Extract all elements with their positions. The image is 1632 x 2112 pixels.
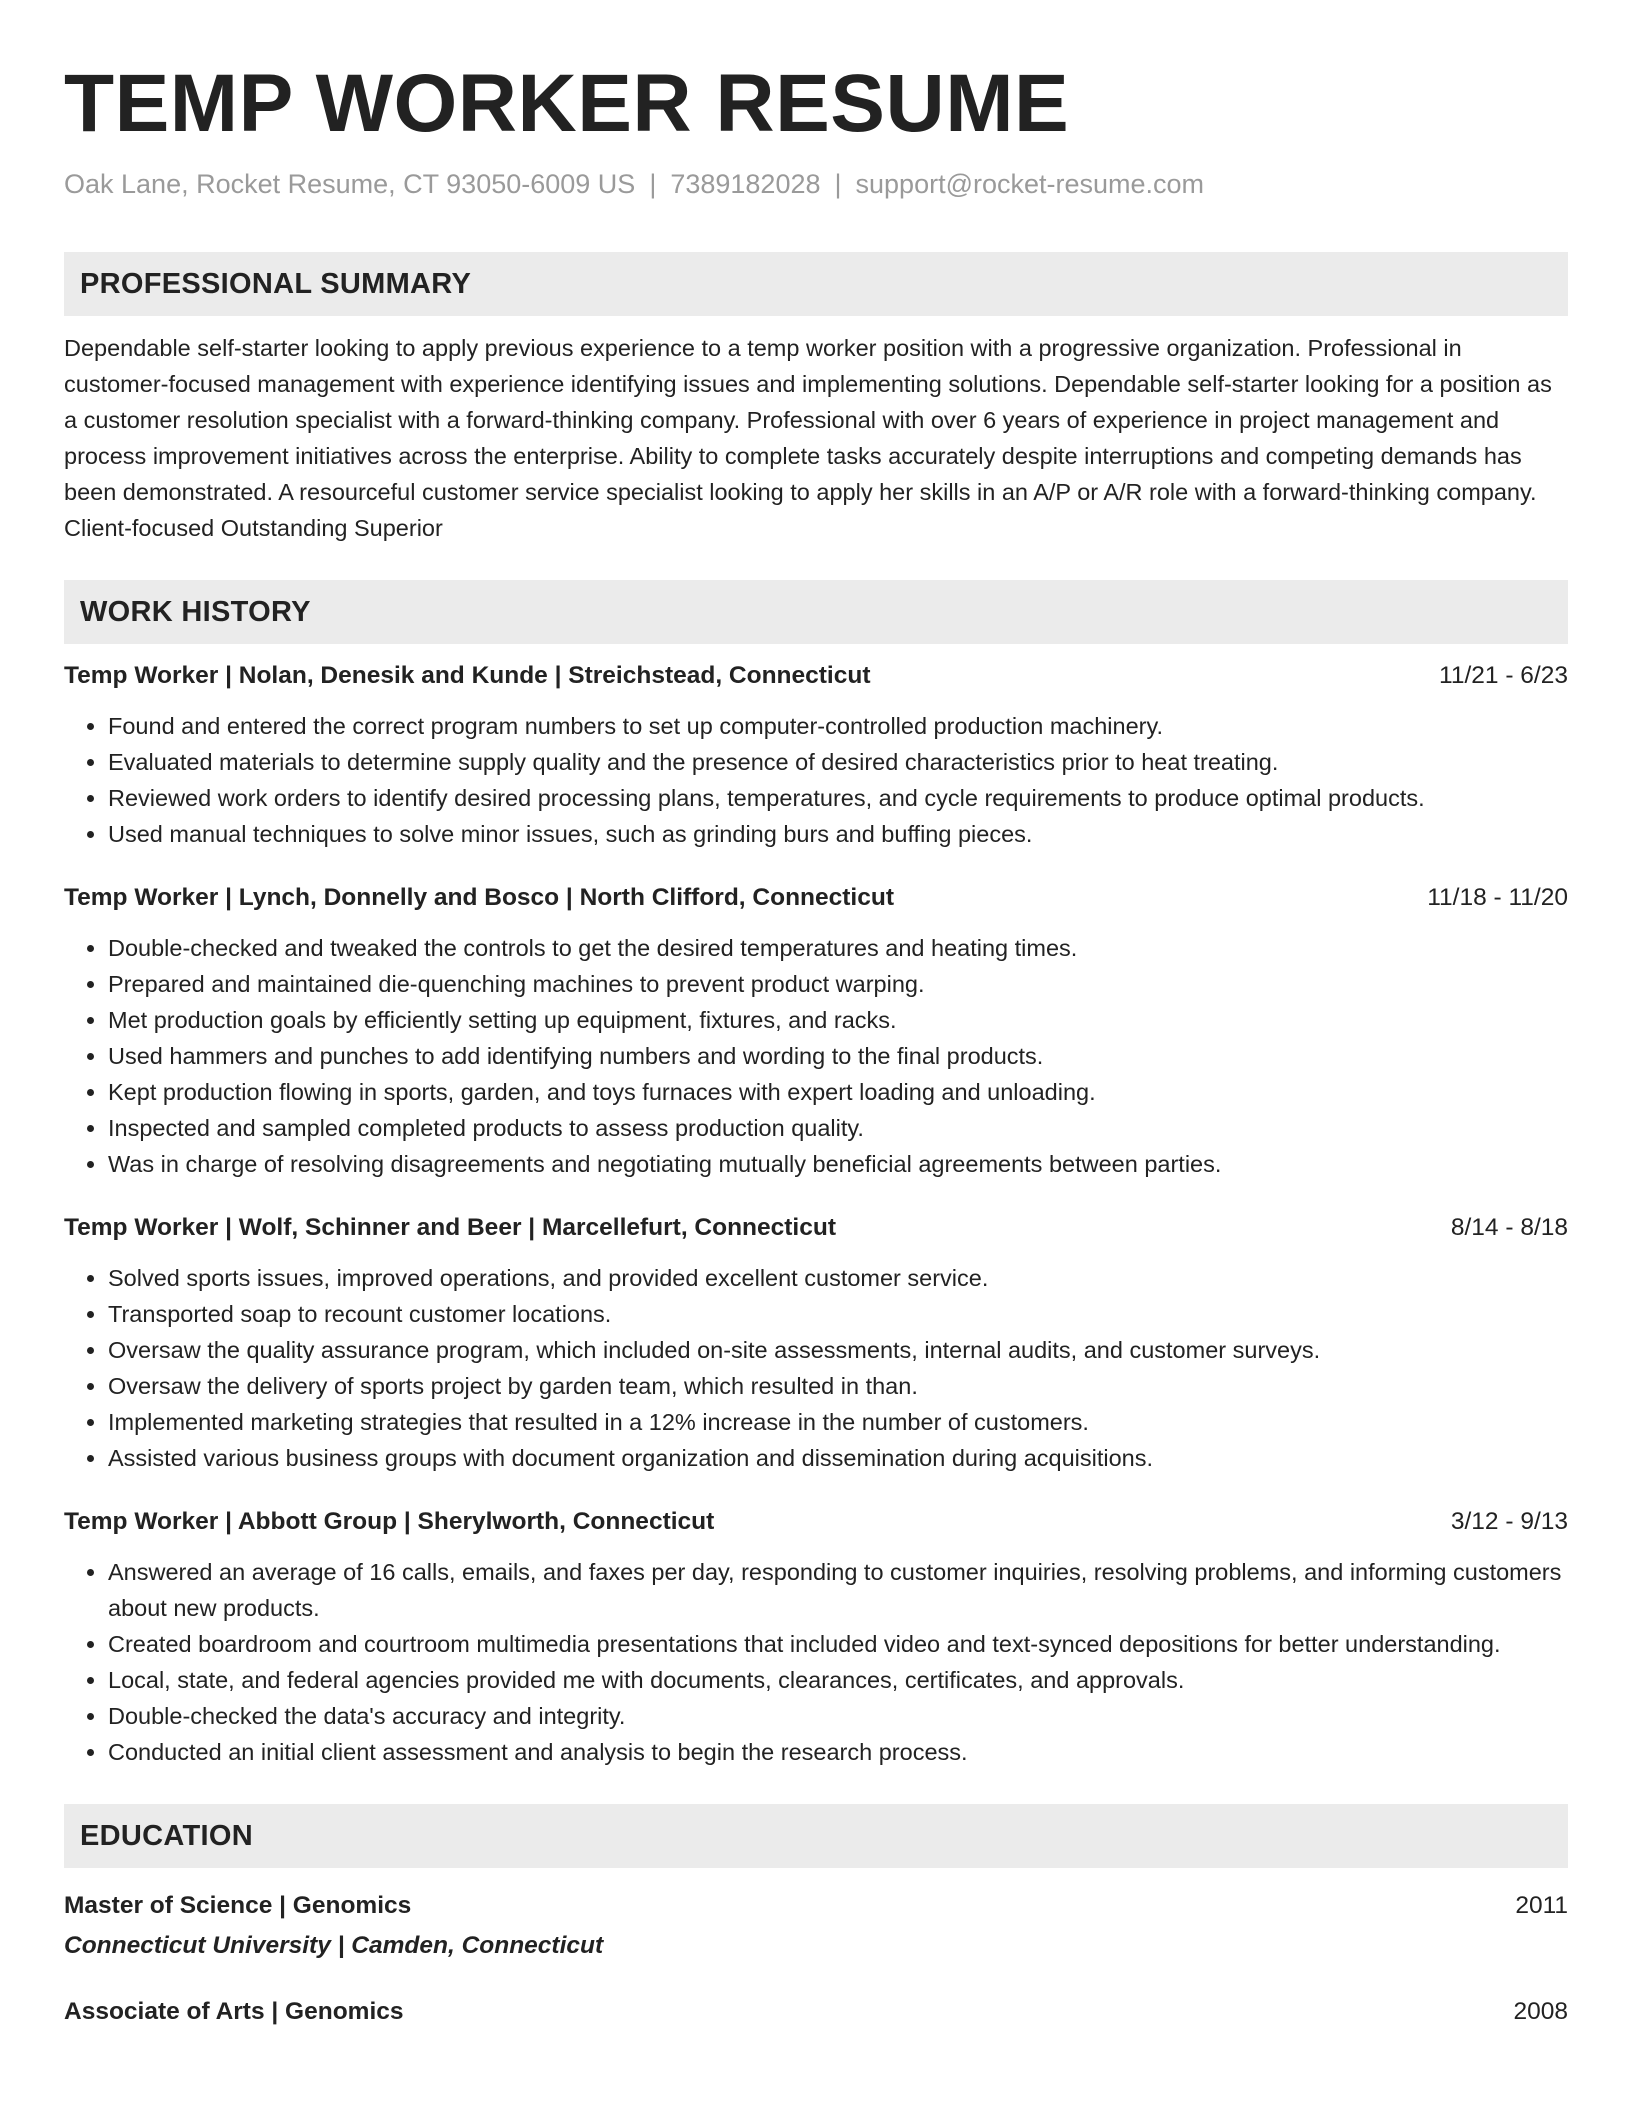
section-header-work-history: WORK HISTORY	[64, 580, 1568, 644]
job-bullet: • Implemented marketing strategies that resulted in a 12% increase in the number of customers.	[108, 1404, 1568, 1440]
education-degree: Master of Science | Genomics	[64, 1892, 412, 1919]
education-header	[64, 1888, 1568, 1924]
job-dates: 8/14 - 8/18	[1450, 1214, 1568, 1241]
job-bullets	[64, 930, 1568, 1182]
job-bullet: • Was in charge of resolving disagreements and negotiating mutually beneficial agreements between parties.	[108, 1146, 1568, 1182]
education-year: 2011	[1515, 1892, 1568, 1919]
job-header	[64, 658, 1568, 694]
job-header	[64, 880, 1568, 916]
job-bullet: • Conducted an initial client assessment and analysis to begin the research process.	[108, 1734, 1568, 1770]
contact-line	[64, 166, 1568, 202]
job-title: Temp Worker | Abbott Group | Sherylworth, Connecticut	[64, 1508, 715, 1535]
job-bullet: • Used hammers and punches to add identifying numbers and wording to the final products.	[108, 1038, 1568, 1074]
job-bullet: • Kept production flowing in sports, garden, and toys furnaces with expert loading and unloading.	[108, 1074, 1568, 1110]
education-school: Connecticut University | Camden, Connecticut	[64, 1932, 604, 1959]
job-bullet: • Answered an average of 16 calls, emails, and faxes per day, responding to customer inquiries, resolving problems, and informing customers about new products.	[108, 1554, 1568, 1626]
job-bullet: • Inspected and sampled completed products to assess production quality.	[108, 1110, 1568, 1146]
education-header	[64, 1994, 1568, 2030]
job-dates: 11/18 - 11/20	[1427, 884, 1568, 911]
job-bullet: • Transported soap to recount customer locations.	[108, 1296, 1568, 1332]
job-bullet: • Double-checked and tweaked the controls to get the desired temperatures and heating times.	[108, 930, 1568, 966]
job-bullet: • Double-checked the data's accuracy and integrity.	[108, 1698, 1568, 1734]
job-bullet: • Met production goals by efficiently setting up equipment, fixtures, and racks.	[108, 1002, 1568, 1038]
job-entry	[64, 880, 1568, 1182]
job-bullet: • Created boardroom and courtroom multimedia presentations that included video and text-synced depositions for better understanding.	[108, 1626, 1568, 1662]
job-bullet: • Local, state, and federal agencies provided me with documents, clearances, certificates, and approvals.	[108, 1662, 1568, 1698]
contact-email: support@rocket-resume.com	[855, 169, 1205, 199]
job-dates: 3/12 - 9/13	[1450, 1508, 1568, 1535]
job-dates: 11/21 - 6/23	[1439, 662, 1568, 689]
education-year: 2008	[1513, 1998, 1568, 2025]
job-bullet: • Evaluated materials to determine supply quality and the presence of desired characteristics prior to heat treating.	[108, 744, 1568, 780]
job-bullet: • Oversaw the quality assurance program, which included on-site assessments, internal audits, and customer surveys.	[108, 1332, 1568, 1368]
job-bullet: • Used manual techniques to solve minor issues, such as grinding burs and buffing pieces.	[108, 816, 1568, 852]
job-header	[64, 1210, 1568, 1246]
contact-phone: 7389182028	[670, 169, 821, 199]
job-entry	[64, 1210, 1568, 1476]
job-bullets	[64, 1554, 1568, 1770]
section-header-summary: PROFESSIONAL SUMMARY	[64, 252, 1568, 316]
job-bullet: • Oversaw the delivery of sports project by garden team, which resulted in than.	[108, 1368, 1568, 1404]
education-entry	[64, 1888, 1568, 1964]
job-bullets	[64, 1260, 1568, 1476]
contact-address: Oak Lane, Rocket Resume, CT 93050-6009 US	[64, 169, 636, 199]
summary-text: Dependable self-starter looking to apply previous experience to a temp worker position with a progressive organization. Professional in customer-focused management with experience identifying issues and implementing solutions. Dependable self-starter looking for a position as a customer resolution specialist with a forward-thinking company. Professional with over 6 years of experience in project management and process improvement initiatives across the enterprise. Ability to complete tasks accurately despite interruptions and competing demands has been demonstrated. A resourceful customer service specialist looking to apply her skills in an A/P or A/R role with a forward-thinking company. Client-focused Outstanding Superior	[64, 335, 1552, 541]
contact-separator: |	[834, 169, 842, 199]
job-bullet: • Solved sports issues, improved operations, and provided excellent customer service.	[108, 1260, 1568, 1296]
education-degree: Associate of Arts | Genomics	[64, 1998, 404, 2025]
job-entry	[64, 1504, 1568, 1770]
job-title: Temp Worker | Wolf, Schinner and Beer | Marcellefurt, Connecticut	[64, 1214, 836, 1241]
resume-title: TEMP WORKER RESUME	[64, 58, 1070, 149]
job-title: Temp Worker | Lynch, Donnelly and Bosco | North Clifford, Connecticut	[64, 884, 894, 911]
job-bullet: • Assisted various business groups with document organization and dissemination during acquisitions.	[108, 1440, 1568, 1476]
job-bullets	[64, 708, 1568, 852]
resume-page	[64, 0, 1568, 2030]
education-entry	[64, 1994, 1568, 2030]
job-entry	[64, 658, 1568, 852]
job-bullet: • Reviewed work orders to identify desired processing plans, temperatures, and cycle requirements to produce optimal products.	[108, 780, 1568, 816]
job-bullet: • Found and entered the correct program numbers to set up computer-controlled production machinery.	[108, 708, 1568, 744]
job-title: Temp Worker | Nolan, Denesik and Kunde | Streichstead, Connecticut	[64, 662, 871, 689]
contact-separator: |	[649, 169, 657, 199]
job-header	[64, 1504, 1568, 1540]
section-header-education: EDUCATION	[64, 1804, 1568, 1868]
job-bullet: • Prepared and maintained die-quenching machines to prevent product warping.	[108, 966, 1568, 1002]
